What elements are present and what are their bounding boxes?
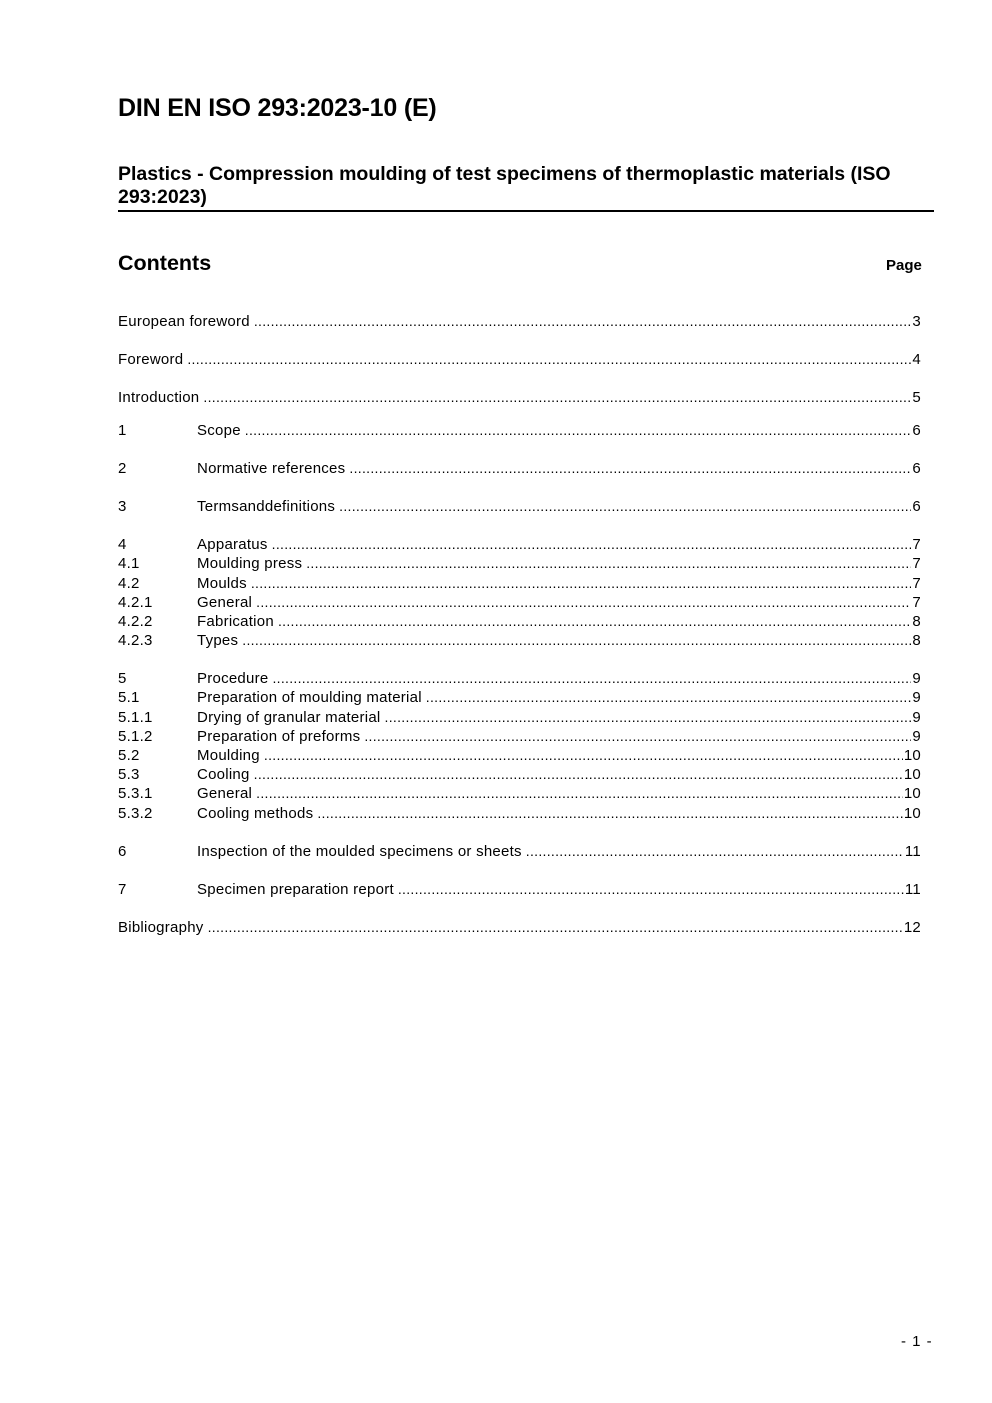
toc-entry[interactable] [118, 747, 921, 766]
toc-leader-dots [251, 575, 912, 591]
toc-entry[interactable] [118, 460, 921, 479]
toc-entry[interactable] [118, 709, 921, 728]
table-of-contents [118, 313, 921, 938]
toc-entry-title: European foreword [118, 313, 250, 330]
toc-entry-page: 8 [912, 612, 921, 630]
toc-leader-dots [254, 313, 912, 329]
toc-entry[interactable] [118, 422, 921, 441]
toc-entry-page: 4 [912, 351, 921, 369]
toc-leader-dots [272, 536, 912, 552]
toc-entry-number: 5.3.1 [118, 785, 153, 803]
toc-entry-title: Moulds [197, 574, 247, 592]
toc-entry-title: Inspection of the moulded specimens or sheets [197, 842, 522, 860]
toc-entry[interactable] [118, 689, 921, 708]
toc-leader-dots [203, 389, 911, 405]
toc-entry[interactable] [118, 594, 921, 613]
toc-entry-page: 7 [912, 593, 921, 611]
toc-entry-title: Foreword [118, 351, 184, 369]
toc-leader-dots [526, 843, 904, 859]
toc-entry[interactable] [118, 843, 921, 862]
toc-leader-dots [385, 709, 912, 725]
toc-leader-dots [426, 689, 912, 705]
toc-entry-number: 5.1.1 [118, 708, 153, 726]
toc-entry-title: Apparatus [197, 536, 268, 554]
toc-entry[interactable] [118, 536, 921, 555]
toc-leader-dots [349, 460, 911, 476]
toc-leader-dots [339, 498, 911, 514]
toc-leader-dots [264, 747, 903, 763]
toc-entry[interactable] [118, 351, 921, 370]
toc-entry[interactable] [118, 805, 921, 824]
toc-entry-title: Bibliography [118, 919, 204, 937]
toc-entry-title: Cooling [197, 766, 250, 784]
toc-entry[interactable] [118, 555, 921, 574]
toc-leader-dots [398, 881, 904, 897]
toc-entry-page: 6 [912, 497, 921, 515]
toc-entry-number: 5 [118, 670, 127, 688]
toc-entry-page: 10 [903, 785, 921, 803]
toc-entry[interactable] [118, 670, 921, 689]
toc-entry-page: 5 [912, 389, 921, 407]
toc-entry-page: 11 [904, 842, 921, 860]
toc-entry[interactable] [118, 785, 921, 804]
toc-entry-title: Preparation of preforms [197, 727, 361, 745]
toc-entry-number: 2 [118, 459, 127, 477]
toc-leader-dots [364, 728, 911, 744]
toc-entry-number: 4 [118, 536, 127, 554]
page-column-label: Page [886, 257, 922, 274]
toc-entry-page: 7 [912, 536, 921, 554]
toc-entry-title: Specimen preparation report [197, 880, 394, 898]
toc-entry[interactable] [118, 919, 921, 938]
toc-leader-dots [256, 785, 903, 801]
toc-entry-page: 11 [904, 880, 921, 898]
toc-entry-title: Introduction [118, 389, 200, 407]
toc-entry-page: 7 [912, 574, 921, 592]
toc-entry-title: Drying of granular material [197, 708, 381, 726]
toc-entry-number: 4.2 [118, 574, 140, 592]
toc-entry[interactable] [118, 632, 921, 651]
document-title: DIN EN ISO 293:2023-10 (E) [118, 94, 437, 122]
toc-entry-title: Termsanddefinitions [197, 497, 336, 515]
toc-entry-number: 5.1 [118, 689, 140, 707]
toc-entry-number: 5.1.2 [118, 727, 153, 745]
toc-entry[interactable] [118, 575, 921, 594]
toc-entry-page: 10 [903, 804, 921, 822]
toc-entry[interactable] [118, 389, 921, 408]
toc-entry-title: Moulding [197, 747, 260, 764]
toc-leader-dots [278, 613, 911, 629]
toc-entry[interactable] [118, 613, 921, 632]
title-divider [118, 210, 934, 212]
toc-entry-page: 7 [912, 555, 921, 573]
toc-entry-page: 9 [912, 727, 921, 745]
toc-leader-dots [187, 351, 911, 367]
toc-entry-title: Types [197, 632, 239, 650]
toc-entry-number: 5.3 [118, 766, 140, 784]
toc-leader-dots [242, 632, 911, 648]
toc-entry-page: 9 [912, 670, 921, 688]
toc-entry-number: 5.3.2 [118, 804, 153, 822]
toc-entry-page: 10 [903, 766, 921, 784]
contents-heading: Contents [118, 251, 212, 275]
toc-entry-page: 6 [912, 421, 921, 439]
toc-leader-dots [272, 670, 911, 686]
toc-entry-title: Normative references [197, 459, 346, 477]
toc-entry-number: 4.2.2 [118, 612, 153, 630]
toc-entry-number: 3 [118, 497, 127, 515]
toc-entry-number: 5.2 [118, 747, 140, 764]
toc-entry-title: Preparation of moulding material [197, 689, 422, 707]
toc-entry-page: 6 [912, 459, 921, 477]
toc-leader-dots [208, 919, 903, 935]
document-subtitle: Plastics - Compression moulding of test specimens of thermoplastic materials (ISO 293:2023) [118, 163, 891, 208]
toc-entry-title: Cooling methods [197, 804, 314, 822]
toc-entry[interactable] [118, 766, 921, 785]
toc-leader-dots [256, 594, 911, 610]
toc-entry[interactable] [118, 313, 921, 332]
toc-entry-title: Scope [197, 421, 241, 439]
toc-entry-title: Procedure [197, 670, 269, 688]
toc-leader-dots [254, 766, 903, 782]
toc-entry-page: 10 [903, 747, 921, 764]
page-number: - 1 - [901, 1333, 933, 1350]
toc-entry-page: 12 [903, 919, 921, 937]
toc-entry-number: 1 [118, 421, 127, 439]
toc-leader-dots [306, 555, 911, 571]
toc-entry-number: 6 [118, 842, 127, 860]
toc-leader-dots [317, 805, 902, 821]
toc-entry-title: General [197, 785, 253, 803]
toc-entry[interactable] [118, 728, 921, 747]
toc-entry-title: Fabrication [197, 612, 274, 630]
toc-entry-page: 9 [912, 708, 921, 726]
toc-entry-number: 7 [118, 880, 127, 898]
toc-leader-dots [245, 422, 912, 438]
toc-entry-page: 3 [912, 313, 921, 330]
toc-entry-title: Moulding press [197, 555, 303, 573]
toc-entry-number: 4.1 [118, 555, 140, 573]
toc-entry[interactable] [118, 881, 921, 900]
toc-entry-number: 4.2.3 [118, 632, 153, 650]
toc-entry-page: 9 [912, 689, 921, 707]
toc-entry-page: 8 [912, 632, 921, 650]
toc-entry-number: 4.2.1 [118, 593, 153, 611]
toc-entry-title: General [197, 593, 253, 611]
toc-entry[interactable] [118, 498, 921, 517]
